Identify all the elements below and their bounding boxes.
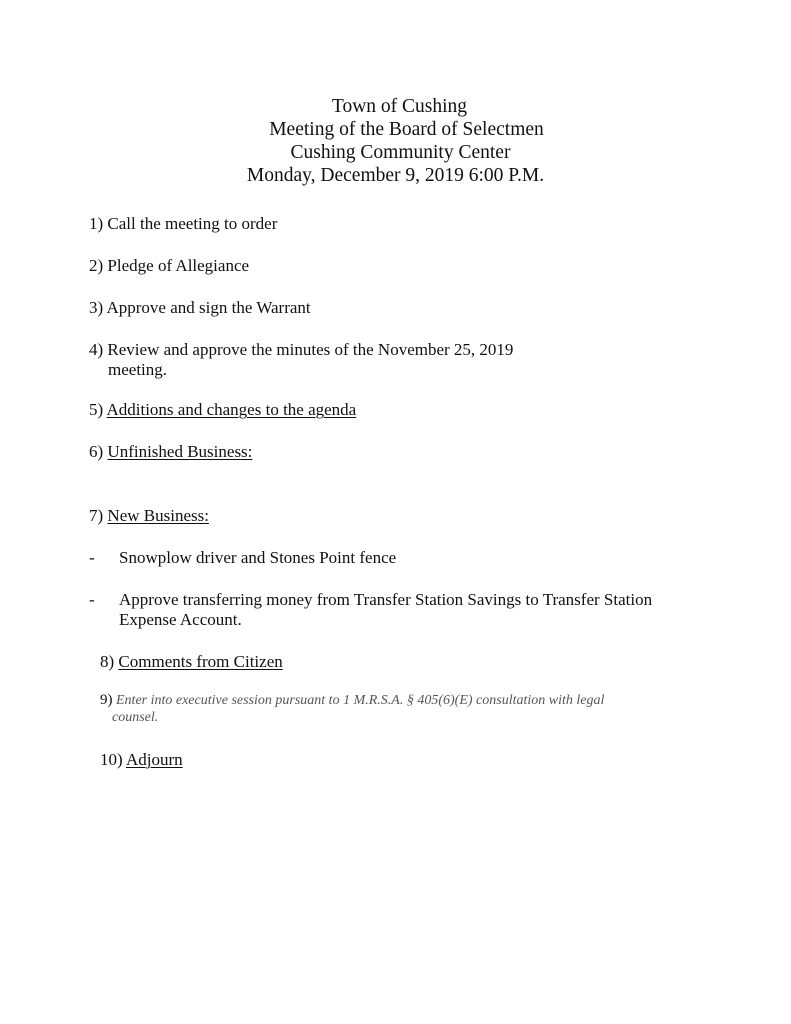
item-text: Additions and changes to the agenda: [106, 400, 357, 419]
agenda-item-8: [100, 652, 283, 672]
item-text: Call the meeting to order: [107, 214, 278, 233]
meeting-title: Meeting of the Board of Selectmen: [269, 119, 544, 140]
item-number: 2): [89, 256, 104, 275]
item-text: Pledge of Allegiance: [107, 256, 250, 275]
item-text: New Business:: [107, 506, 209, 525]
new-business-item: [89, 548, 709, 568]
item-text-continuation: meeting.: [108, 360, 168, 379]
item-text: Enter into executive session pursuant to 1 M.R.S.A. § 405(6)(E) consultation with legal: [116, 693, 605, 708]
item-number: 4): [89, 340, 104, 359]
item-text-wrap: [119, 590, 652, 630]
agenda-item-10: [100, 750, 183, 770]
item-text: Adjourn: [125, 750, 183, 769]
item-number: 10): [100, 750, 123, 769]
bullet-dash: -: [89, 590, 95, 609]
new-business-item: [89, 590, 709, 632]
item-number: 5): [89, 400, 104, 419]
town-name: Town of Cushing: [331, 96, 468, 117]
item-number: 9): [100, 692, 113, 708]
item-text: Review and approve the minutes of the November 25, 2019: [107, 340, 514, 359]
item-text: Unfinished Business:: [107, 442, 253, 461]
item-number: 6): [89, 442, 104, 461]
agenda-item-9: [100, 692, 604, 726]
item-number: 3): [89, 298, 104, 317]
agenda-item-2: [89, 256, 249, 276]
agenda-item-7: [89, 506, 209, 526]
item-number: 7): [89, 506, 104, 525]
item-number: 8): [100, 652, 115, 671]
item-text: Comments from Citizen: [118, 652, 283, 671]
bullet-dash: -: [89, 548, 95, 567]
item-text-continuation: counsel.: [112, 710, 159, 725]
agenda-item-4: [89, 340, 513, 380]
agenda-header: [0, 95, 791, 187]
item-text: Snowplow driver and Stones Point fence: [119, 548, 397, 567]
item-number: 1): [89, 214, 104, 233]
item-text: Approve and sign the Warrant: [106, 298, 311, 317]
meeting-location: Cushing Community Center: [290, 142, 511, 163]
item-text-continuation: Expense Account.: [119, 610, 242, 629]
agenda-item-5: [89, 400, 356, 420]
agenda-item-1: [89, 214, 277, 234]
meeting-datetime: Monday, December 9, 2019 6:00 P.M.: [246, 165, 545, 186]
agenda-item-3: [89, 298, 311, 318]
item-text: Approve transferring money from Transfer Station Savings to Transfer Station: [119, 590, 653, 609]
agenda-item-6: [89, 442, 252, 462]
